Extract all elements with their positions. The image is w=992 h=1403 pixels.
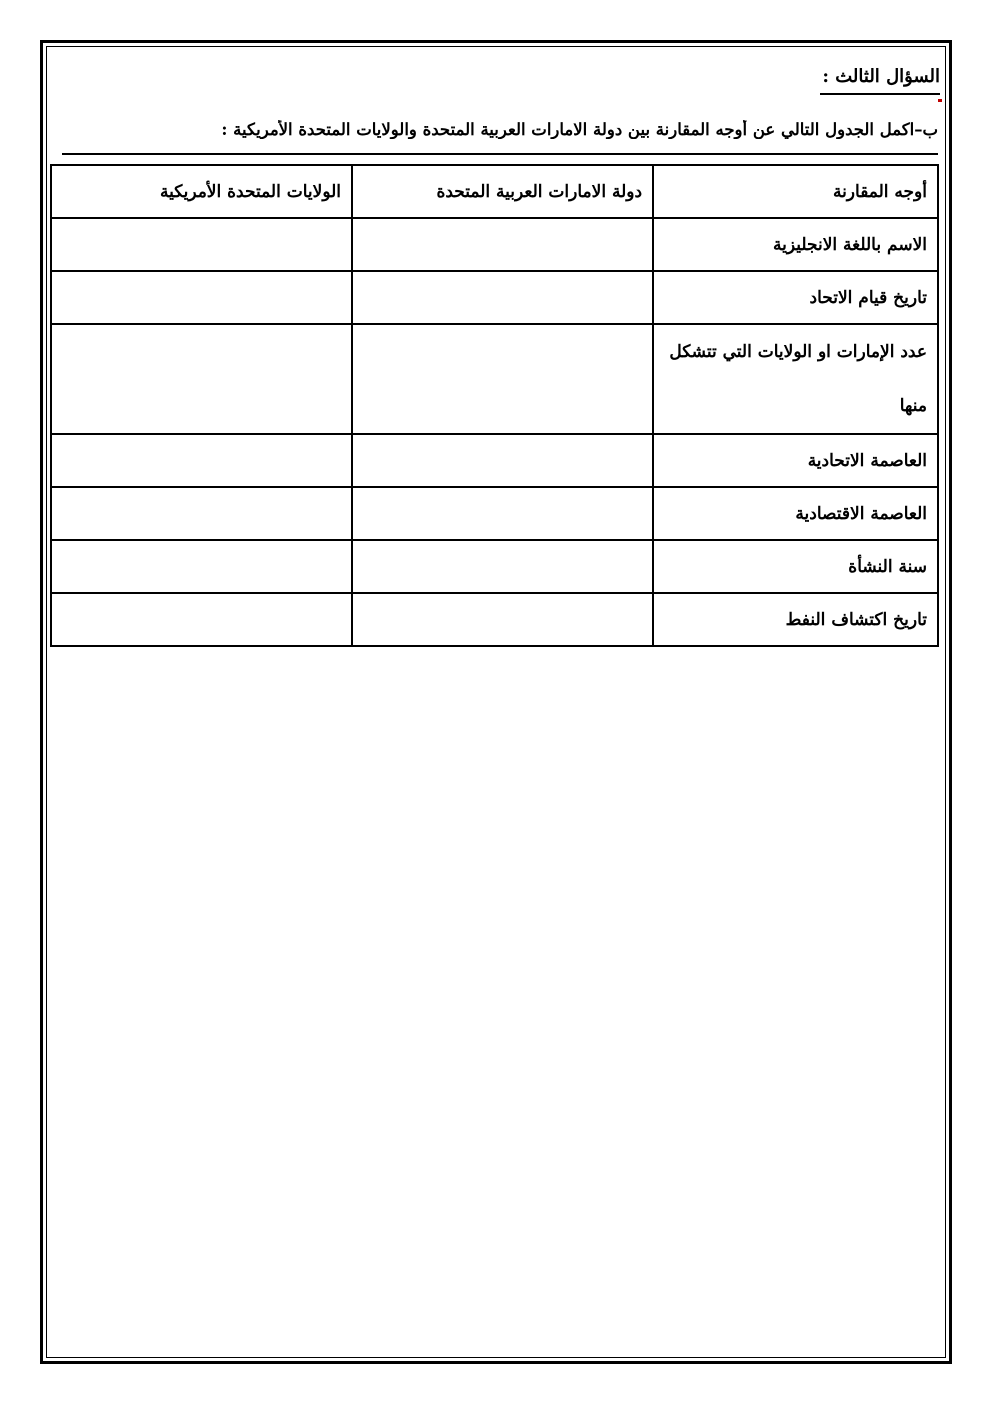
answer-cell-uae[interactable]: [352, 487, 653, 540]
row-aspect: تاريخ اكتشاف النفط: [653, 593, 938, 646]
header-usa: الولايات المتحدة الأمريكية: [51, 165, 352, 218]
answer-cell-usa[interactable]: [51, 324, 352, 434]
table-row: [51, 434, 938, 487]
answer-cell-usa[interactable]: [51, 218, 352, 271]
table-row: [51, 487, 938, 540]
question-title: السؤال الثالث :: [820, 66, 940, 95]
table-header-row: [51, 165, 938, 218]
row-aspect: الاسم باللغة الانجليزية: [653, 218, 938, 271]
instruction-text: ب–اكمل الجدول التالي عن أوجه المقارنة بين دولة الامارات العربية المتحدة والولايات المتحدة الأمريكية :: [221, 120, 938, 139]
comparison-table: [50, 164, 939, 647]
header-uae: دولة الامارات العربية المتحدة: [352, 165, 653, 218]
answer-cell-uae[interactable]: [352, 218, 653, 271]
table-row: [51, 593, 938, 646]
row-aspect: العاصمة الاتحادية: [653, 434, 938, 487]
answer-cell-uae[interactable]: [352, 434, 653, 487]
row-aspect: عدد الإمارات او الولايات التي تتشكل منها: [653, 324, 938, 434]
answer-cell-uae[interactable]: [352, 540, 653, 593]
answer-cell-uae[interactable]: [352, 593, 653, 646]
table-row: [51, 540, 938, 593]
table-row: [51, 271, 938, 324]
row-aspect: العاصمة الاقتصادية: [653, 487, 938, 540]
answer-cell-usa[interactable]: [51, 487, 352, 540]
table-row: [51, 218, 938, 271]
answer-cell-usa[interactable]: [51, 593, 352, 646]
answer-cell-uae[interactable]: [352, 324, 653, 434]
red-mark: [938, 99, 942, 102]
row-aspect: تاريخ قيام الاتحاد: [653, 271, 938, 324]
answer-cell-usa[interactable]: [51, 271, 352, 324]
answer-cell-uae[interactable]: [352, 271, 653, 324]
header-aspect: أوجه المقارنة: [653, 165, 938, 218]
table-row: [51, 324, 938, 434]
answer-cell-usa[interactable]: [51, 434, 352, 487]
row-aspect: سنة النشأة: [653, 540, 938, 593]
instruction-underline: [62, 153, 938, 155]
answer-cell-usa[interactable]: [51, 540, 352, 593]
